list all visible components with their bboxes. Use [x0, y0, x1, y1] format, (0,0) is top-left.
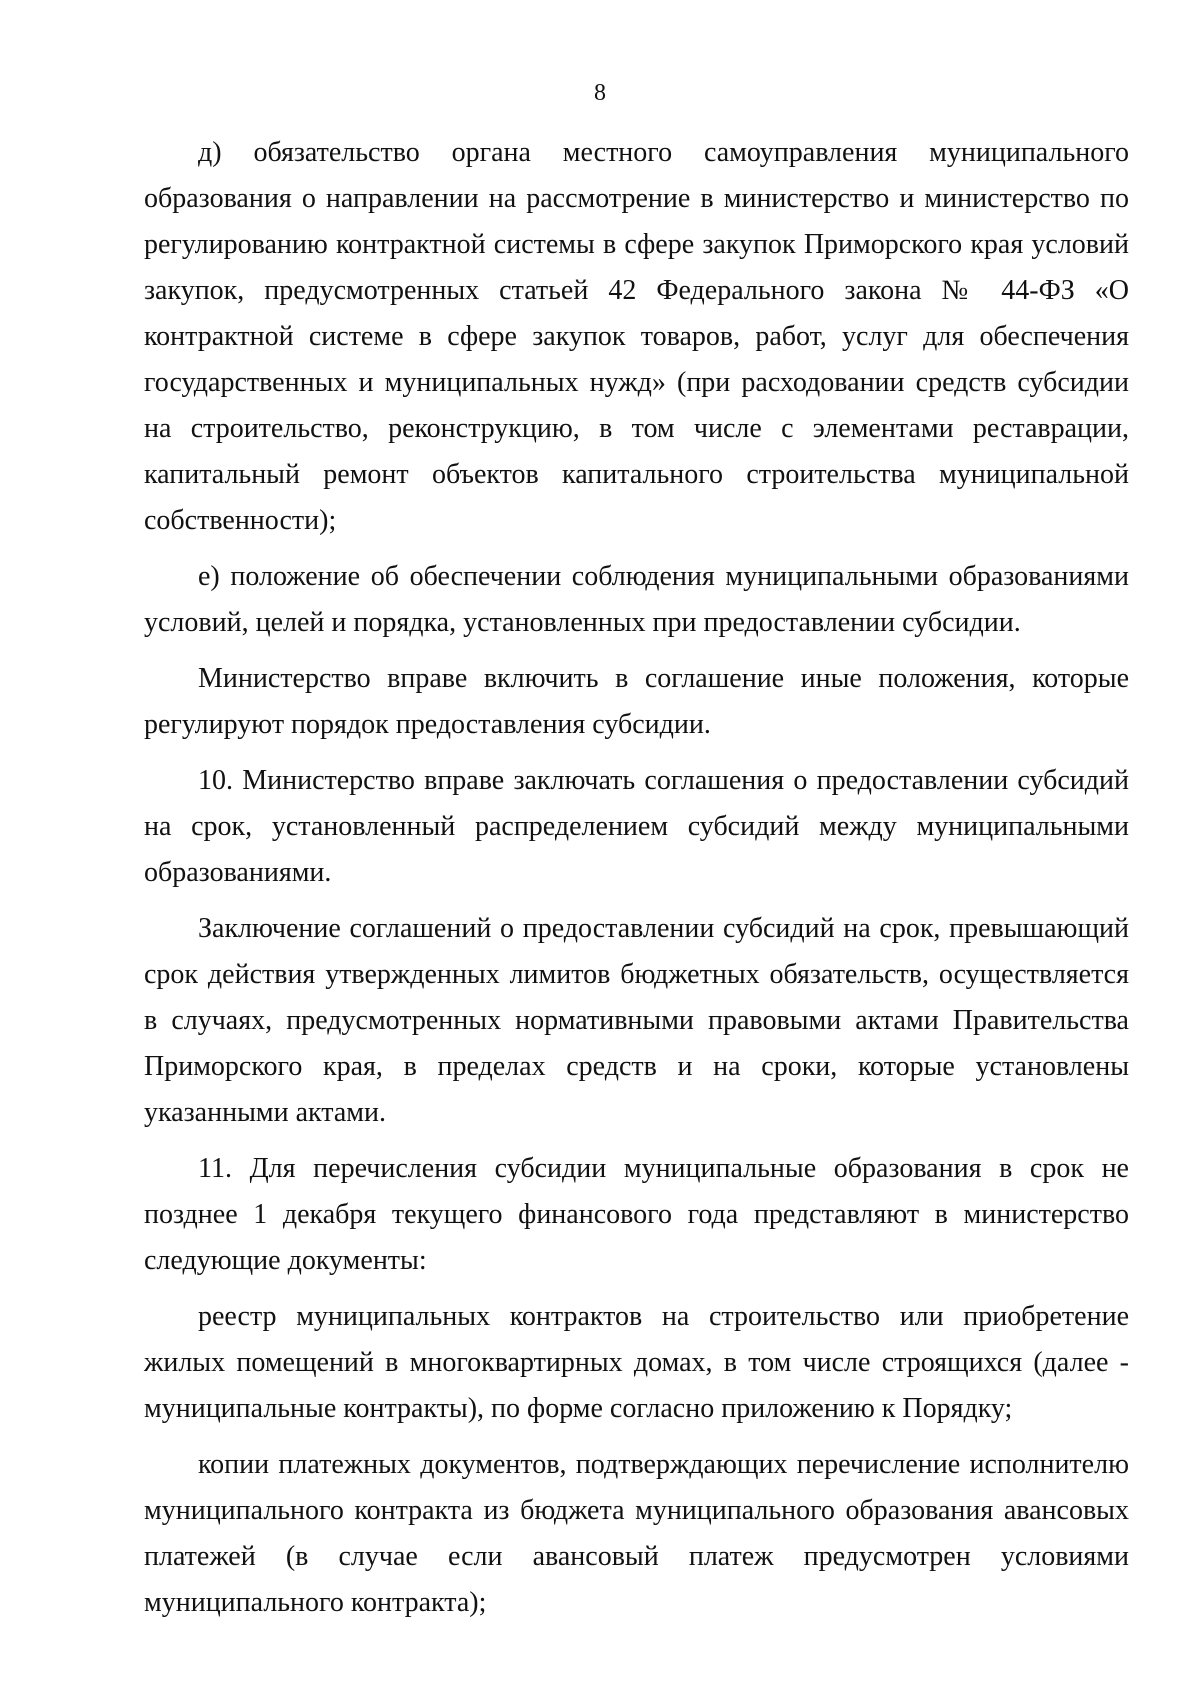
paragraph-agreements-term: Заключение соглашений о предоставлении субсидий на срок, превышающий срок действия утвержденных лимитов бюджетных обязательств, осуществляется в случаях, предусмотренных нормативными правовыми актами Правительства Приморского края, в пределах средств и на сроки, которые установлены указанными актами.: [144, 913, 1129, 1128]
page-number: 8: [594, 80, 606, 106]
paragraph-11: 11. Для перечисления субсидии муниципальные образования в срок не позднее 1 декабря текущего финансового года представляют в министерство следующие документы:: [144, 1153, 1129, 1276]
paragraph-contract-registry: реестр муниципальных контрактов на строительство или приобретение жилых помещений в многоквартирных домах, в том числе строящихся (далее - муниципальные контракты), по форме согласно приложению к Порядку;: [144, 1301, 1129, 1424]
paragraph-10: 10. Министерство вправе заключать соглашения о предоставлении субсидий на срок, установленный распределением субсидий между муниципальными образованиями.: [144, 765, 1129, 888]
paragraph-d: д) обязательство органа местного самоуправления муниципального образования о направлении на рассмотрение в министерство и министерство по регулированию контрактной системы в сфере закупок Приморского края условий закупок, предусмотренных статьей 42 Федерального закона № 44-ФЗ «О контрактной системе в сфере закупок товаров, работ, услуг для обеспечения государственных и муниципальных нужд» (при расходовании средств субсидии на строительство, реконструкцию, в том числе с элементами реставрации, капитальный ремонт объектов капитального строительства муниципальной собственности);: [144, 137, 1129, 536]
paragraph-payment-copies: копии платежных документов, подтверждающих перечисление исполнителю муниципального контракта из бюджета муниципального образования авансовых платежей (в случае если авансовый платеж предусмотрен условиями муниципального контракта);: [144, 1449, 1129, 1618]
document-body: [144, 130, 1129, 1636]
paragraph-e: е) положение об обеспечении соблюдения муниципальными образованиями условий, целей и порядка, установленных при предоставлении субсидии.: [144, 561, 1129, 638]
paragraph-ministry-provisions: Министерство вправе включить в соглашение иные положения, которые регулируют порядок предоставления субсидии.: [144, 663, 1129, 740]
